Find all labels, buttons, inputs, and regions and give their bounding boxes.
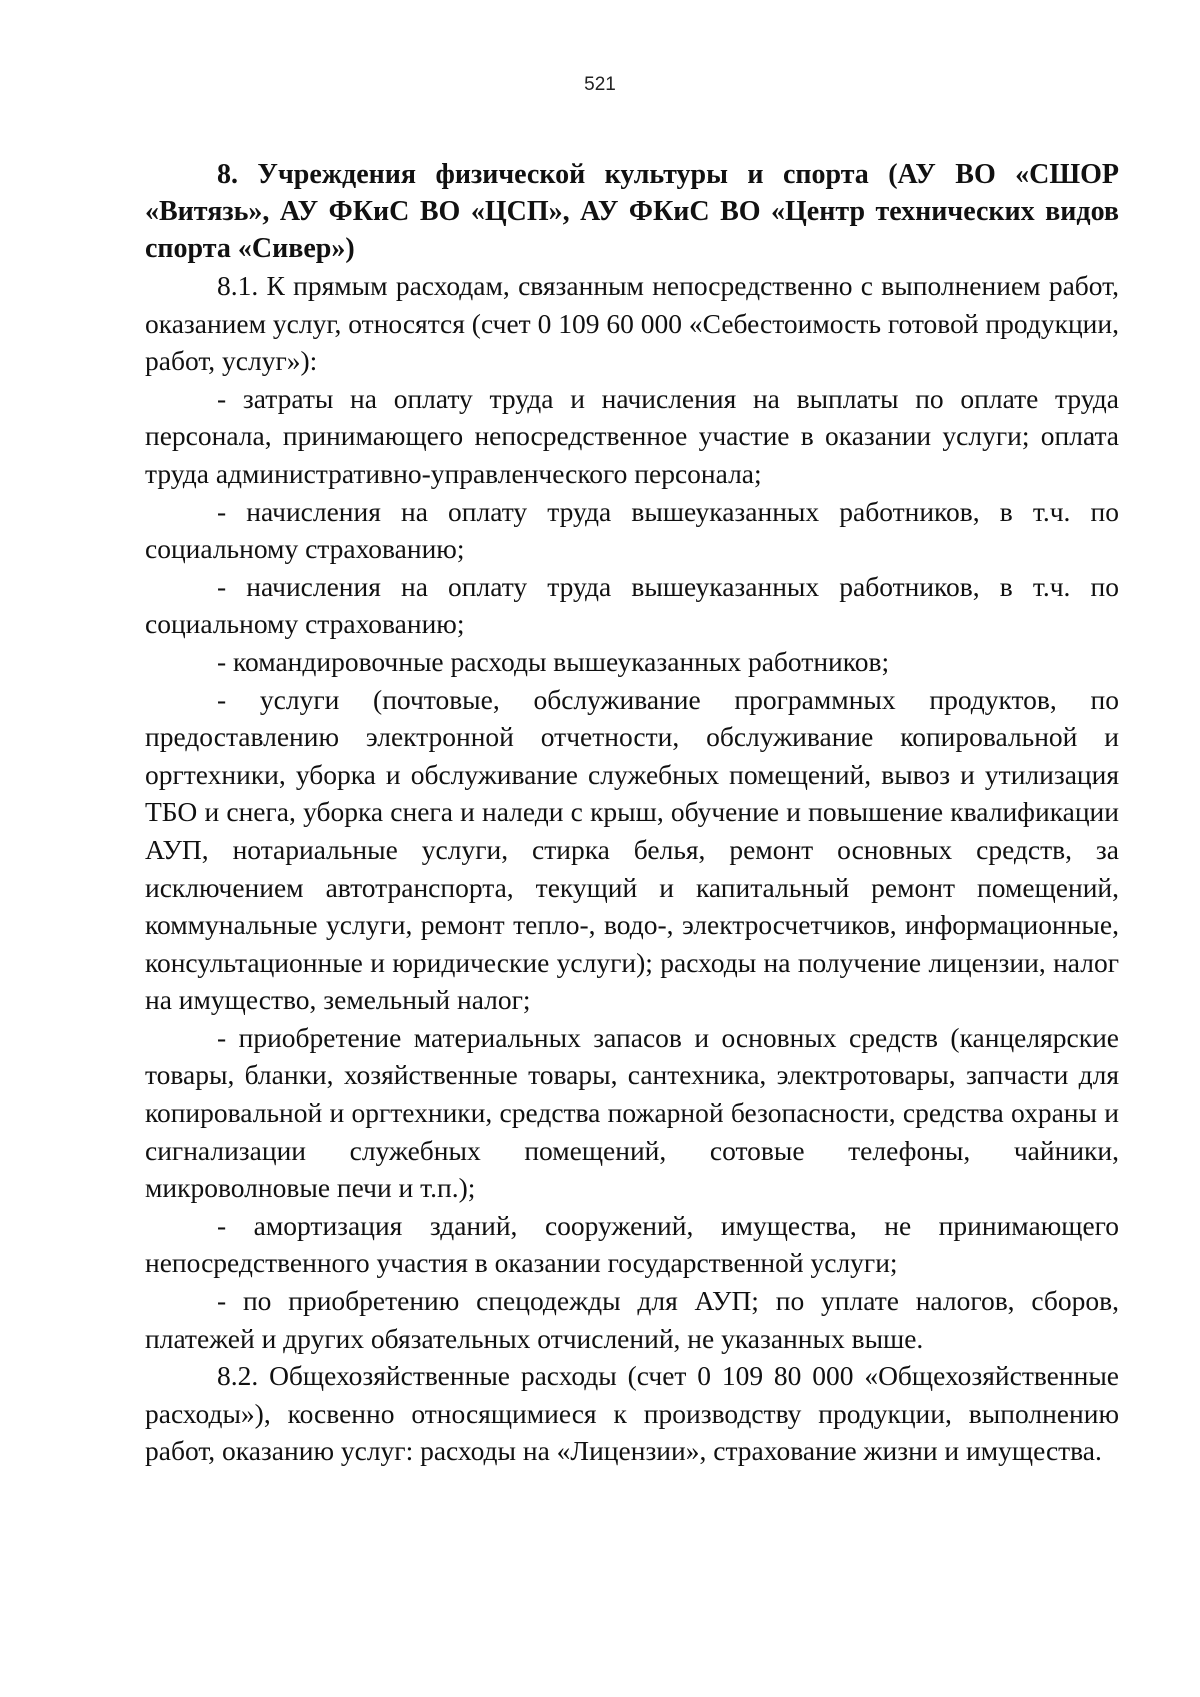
list-item-materials: - приобретение материальных запасов и основных средств (канцелярские товары, бланки, хозяйственные товары, сантехника, электротовары, запчасти для копировальной и оргтехники, средства пожарной безопасности, средства охраны и сигнализации служебных помещений, сотовые телефоны, чайники, микроволновые печи и т.п.); bbox=[145, 1021, 1119, 1204]
list-item-workwear-taxes: - по приобретению спецодежды для АУП; по уплате налогов, сборов, платежей и других обязательных отчислений, не указанных выше. bbox=[145, 1285, 1119, 1354]
list-item-depreciation: - амортизация зданий, сооружений, имущества, не принимающего непосредственного участия в оказании государственной услуги; bbox=[145, 1209, 1119, 1279]
page-number: 521 bbox=[584, 74, 616, 95]
document-body bbox=[145, 156, 1119, 1470]
list-item-labor-costs: - затраты на оплату труда и начисления на выплаты по оплате труда персонала, принимающего непосредственное участие в оказании услуги; оплата труда административно-управленческого персонала; bbox=[145, 382, 1119, 489]
list-item-accruals-duplicate: - начисления на оплату труда вышеуказанных работников, в т.ч. по социальному страхованию; bbox=[145, 570, 1119, 640]
paragraph-8-1: 8.1. К прямым расходам, связанным непосредственно с выполнением работ, оказанием услуг, относятся (счет 0 109 60 000 «Себестоимость готовой продукции, работ, услуг»): bbox=[145, 270, 1119, 377]
list-item-travel-expenses: - командировочные расходы вышеуказанных работников; bbox=[217, 645, 890, 677]
paragraph-8-2: 8.2. Общехозяйственные расходы (счет 0 109 80 000 «Общехозяйственные расходы»), косвенно относящимиеся к производству продукции, выполнению работ, оказанию услуг: расходы на «Лицензии», страхование жизни и имущества. bbox=[145, 1360, 1119, 1467]
section-heading: 8. Учреждения физической культуры и спорта (АУ ВО «СШОР «Витязь», АУ ФКиС ВО «ЦСП», АУ ФКиС ВО «Центр технических видов спорта «Сивер») bbox=[145, 159, 1119, 264]
list-item-services: - услуги (почтовые, обслуживание программных продуктов, по предоставлению электронной отчетности, обслуживание копировальной и оргтехники, уборка и обслуживание служебных помещений, вывоз и утилизация ТБО и снега, уборка снега и наледи с крыш, обучение и повышение квалификации АУП, нотариальные услуги, стирка белья, ремонт основных средств, за исключением автотранспорта, текущий и капитальный ремонт помещений, коммунальные услуги, ремонт тепло-, водо-, электросчетчиков, информационные, консультационные и юридические услуги); расходы на получение лицензии, налог на имущество, земельный налог; bbox=[145, 683, 1119, 1016]
list-item-accruals: - начисления на оплату труда вышеуказанных работников, в т.ч. по социальному страхованию; bbox=[145, 495, 1119, 565]
